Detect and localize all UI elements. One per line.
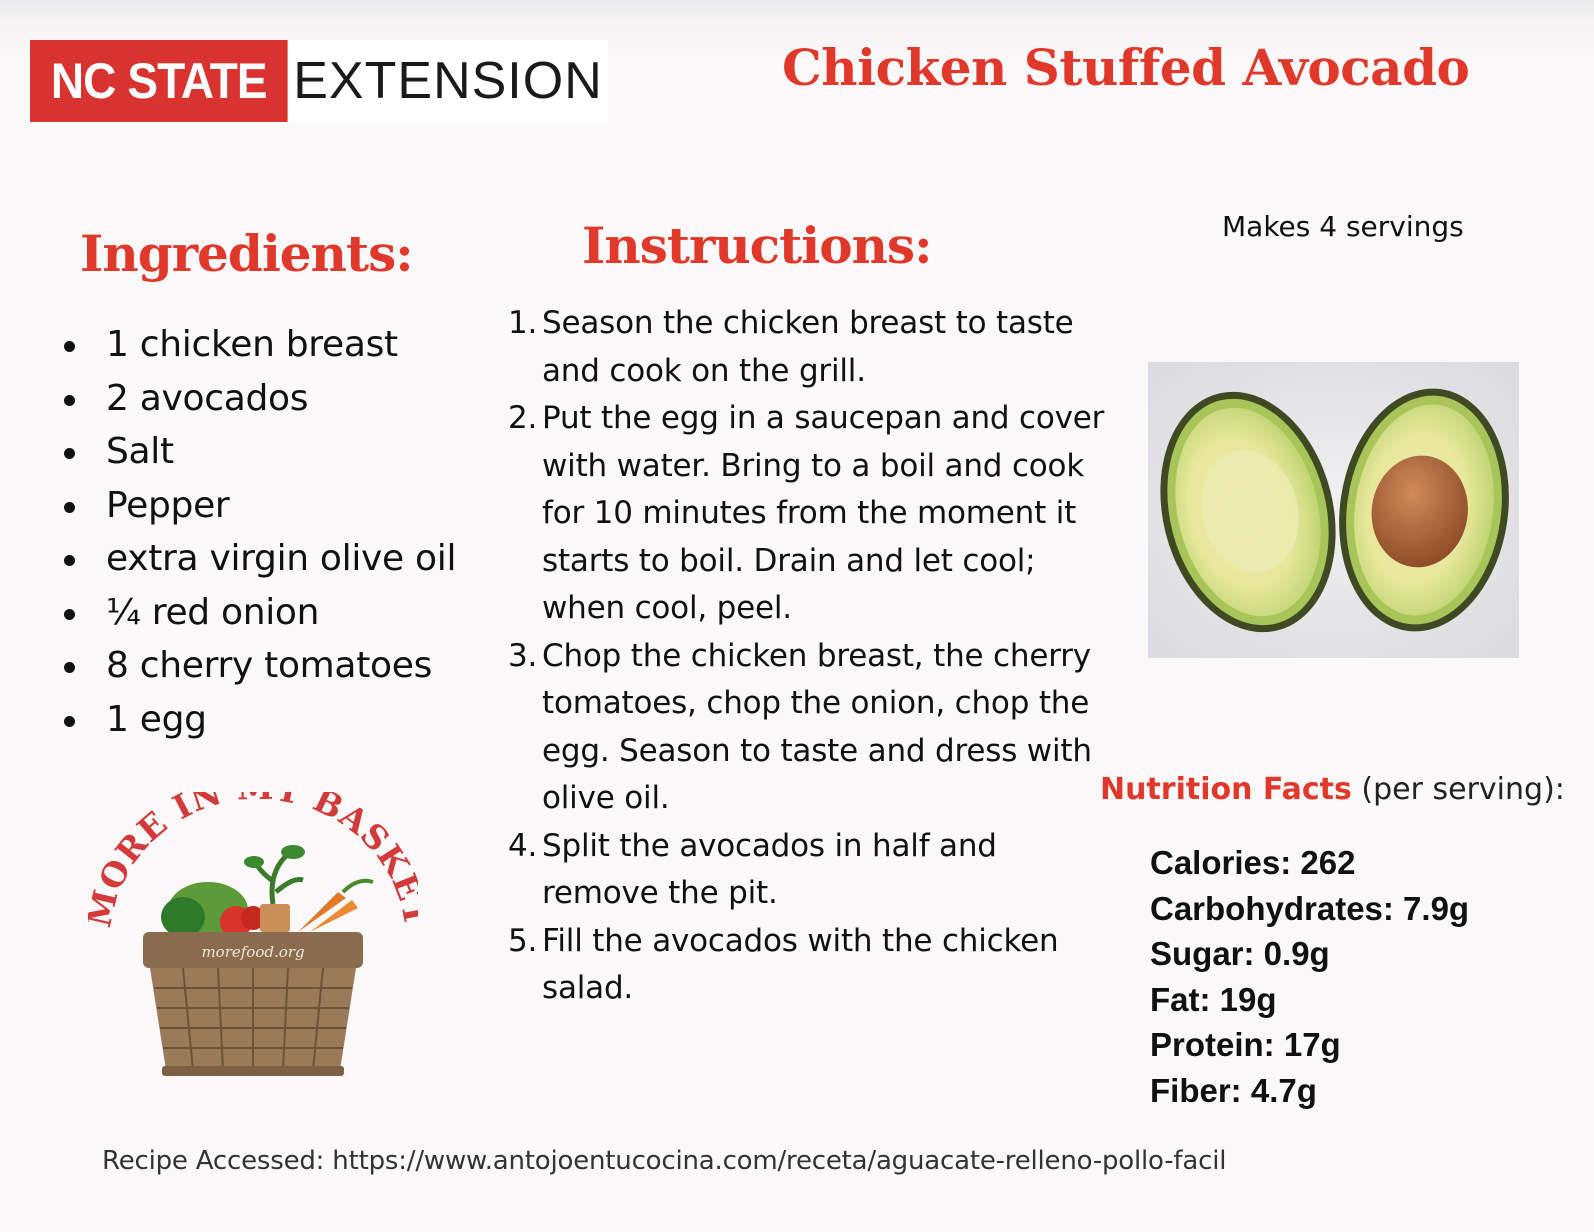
ingredient-item: [58, 479, 498, 533]
instruction-step: [508, 633, 1118, 823]
nutrition-facts-label: Nutrition Facts: [1100, 772, 1352, 807]
step-text: Split the avocados in half and remove the pit.: [542, 827, 997, 911]
nutrition-item: Carbohydrates: 7.9g: [1150, 889, 1470, 927]
instruction-step: [508, 395, 1118, 633]
step-number: 4.: [508, 827, 538, 864]
recipe-source: Recipe Accessed: https://www.antojoentucocina.com/receta/aguacate-relleno-pollo-facil: [102, 1146, 1227, 1176]
step-number: 5.: [508, 922, 538, 959]
step-number: 1.: [508, 305, 538, 341]
bullet-icon: [64, 609, 75, 620]
ingredient-text: 1 egg: [106, 698, 207, 740]
more-in-my-basket-logo: [88, 792, 418, 1082]
ingredient-text: extra virgin olive oil: [106, 538, 457, 579]
ingredient-item: [58, 639, 498, 693]
ingredient-text: 8 cherry tomatoes: [106, 645, 433, 686]
step-text: Fill the avocados with the chicken salad.: [542, 922, 1059, 1006]
per-serving-label: (per serving):: [1351, 772, 1565, 807]
step-text: Put the egg in a saucepan and cover with water. Bring to a boil and cook for 10 minutes from the moment it starts to boil. Drain and let cool; when cool, peel.: [542, 400, 1105, 626]
ingredient-text: 2 avocados: [106, 377, 309, 419]
nutrition-list: [1150, 840, 1469, 1114]
nutrition-heading: [1100, 772, 1565, 807]
step-number: 3.: [508, 637, 538, 674]
nutrition-item: Fiber: 4.7g: [1150, 1071, 1317, 1109]
instructions-heading: Instructions:: [582, 216, 932, 275]
avocado-photo: [1148, 362, 1519, 658]
instruction-step: [508, 823, 1118, 918]
logo-extension: EXTENSION: [288, 40, 608, 122]
ingredient-item: [58, 372, 498, 426]
ingredient-text: Salt: [106, 431, 174, 472]
step-text: Season the chicken breast to taste and cook on the grill.: [542, 305, 1074, 389]
bullet-icon: [64, 662, 75, 673]
ingredients-list: [58, 318, 498, 746]
avocado-illustration: [1148, 362, 1519, 658]
servings-text: Makes 4 servings: [1222, 210, 1464, 243]
instruction-step: [508, 300, 1118, 395]
basket-arc-text: ORE IN BASK: [90, 792, 418, 896]
instruction-step: [508, 918, 1118, 1013]
ingredient-item: [58, 693, 498, 747]
recipe-title: Chicken Stuffed Avocado: [782, 38, 1470, 97]
basket-url-text: morefood.org: [201, 943, 305, 961]
nutrition-item: Fat: 19g: [1150, 980, 1277, 1018]
ingredient-item: [58, 586, 498, 640]
step-number: 2.: [508, 400, 538, 436]
ingredient-text: Pepper: [106, 484, 230, 526]
ingredient-text: ¼ red onion: [106, 591, 320, 633]
nc-state-extension-logo: [30, 40, 608, 122]
nutrition-item: Calories: 262: [1150, 844, 1356, 881]
bullet-icon: [64, 395, 75, 406]
bullet-icon: [64, 716, 75, 727]
bullet-icon: [64, 448, 75, 459]
nutrition-item: Protein: 17g: [1150, 1026, 1341, 1064]
bullet-icon: [64, 341, 75, 352]
ingredient-item: [58, 318, 498, 372]
instructions-list: [508, 300, 1118, 1013]
ingredient-item: [58, 425, 498, 479]
logo-nc-state: NC STATE: [30, 40, 288, 122]
bullet-icon: [64, 555, 75, 566]
bullet-icon: [64, 502, 75, 513]
ingredients-heading: Ingredients:: [80, 224, 413, 283]
nutrition-item: Sugar: 0.9g: [1150, 935, 1330, 973]
basket-logo-graphic: [88, 792, 418, 1082]
step-text: Chop the chicken breast, the cherry tomatoes, chop the onion, chop the egg. Season to taste and dress with olive oil.: [542, 637, 1092, 816]
ingredient-text: 1 chicken breast: [106, 324, 398, 365]
ingredient-item: [58, 532, 498, 586]
